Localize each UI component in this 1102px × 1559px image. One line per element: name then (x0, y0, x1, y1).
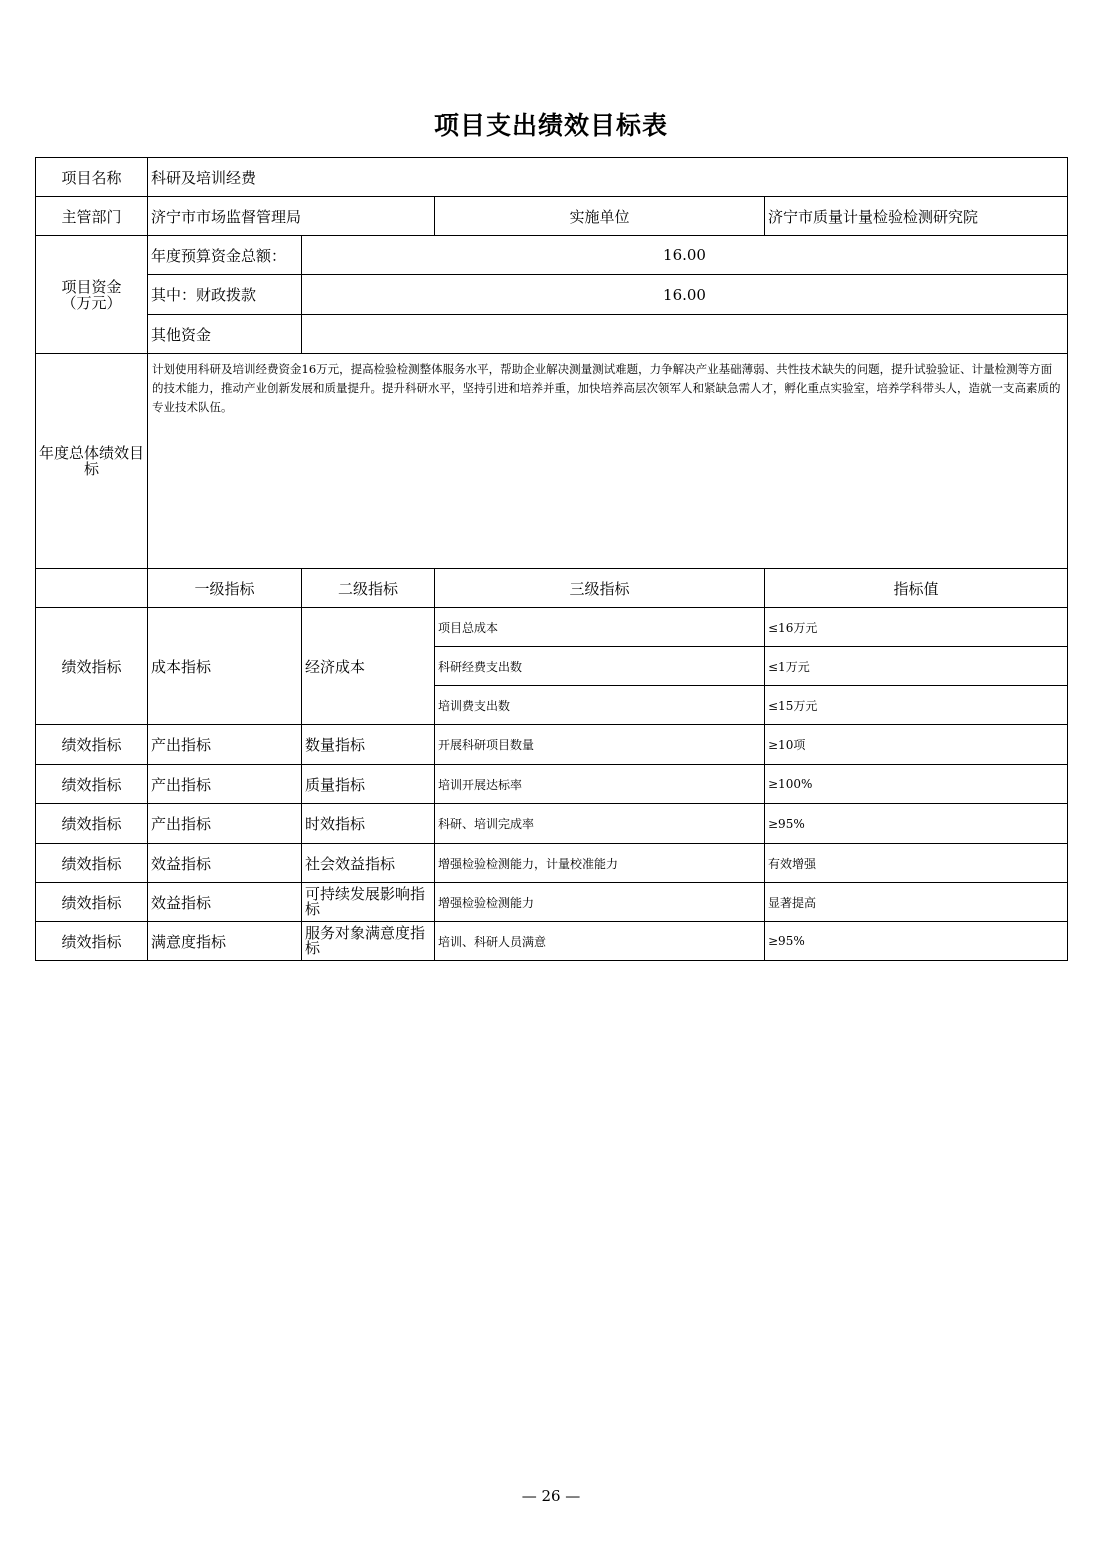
other-funds-value (302, 315, 1068, 354)
cost-value-2: ≤1万元 (765, 647, 1068, 686)
funds-other-row (36, 315, 1068, 354)
indicator-level3: 培训开展达标率 (435, 765, 765, 804)
department-label: 主管部门 (36, 197, 148, 236)
indicator-row (36, 883, 1068, 922)
indicator-value: 有效增强 (765, 844, 1068, 883)
cost-level1: 成本指标 (148, 608, 302, 725)
indicator-category: 绩效指标 (36, 922, 148, 961)
fiscal-allocation-value: 16.00 (302, 275, 1068, 315)
annual-goal-label (36, 354, 148, 569)
total-budget-value: 16.00 (302, 236, 1068, 275)
indicator-header-row (36, 569, 1068, 608)
indicator-row (36, 725, 1068, 765)
indicator-level1: 产出指标 (148, 804, 302, 844)
indicator-level3: 增强检验检测能力 (435, 883, 765, 922)
cost-level3-3: 培训费支出数 (435, 686, 765, 725)
indicator-value: ≥100% (765, 765, 1068, 804)
implementing-unit-label: 实施单位 (435, 197, 765, 236)
cost-level3-2: 科研经费支出数 (435, 647, 765, 686)
cost-level3-1: 项目总成本 (435, 608, 765, 647)
annual-goal-label-text: 年度总体绩效目标 (39, 444, 145, 478)
project-name-label: 项目名称 (36, 158, 148, 197)
funds-label-line2: （万元） (61, 293, 122, 312)
header-level3: 三级指标 (435, 569, 765, 608)
indicator-level2: 社会效益指标 (302, 844, 435, 883)
page-number: — 26 — (521, 1487, 581, 1505)
cost-level2: 经济成本 (302, 608, 435, 725)
indicator-row (36, 804, 1068, 844)
indicator-level1: 产出指标 (148, 765, 302, 804)
indicator-level1: 产出指标 (148, 725, 302, 765)
indicator-category: 绩效指标 (36, 844, 148, 883)
indicator-level3: 增强检验检测能力，计量校准能力 (435, 844, 765, 883)
funds-label (36, 236, 148, 354)
department-value: 济宁市市场监督管理局 (148, 197, 435, 236)
indicator-category: 绩效指标 (36, 765, 148, 804)
header-level2: 二级指标 (302, 569, 435, 608)
indicator-row (36, 844, 1068, 883)
cost-value-3: ≤15万元 (765, 686, 1068, 725)
header-level1: 一级指标 (148, 569, 302, 608)
fiscal-allocation-label: 其中：财政拨款 (148, 275, 302, 315)
indicator-category: 绩效指标 (36, 883, 148, 922)
performance-table (35, 157, 1068, 961)
indicator-level2: 可持续发展影响指标 (302, 883, 435, 922)
implementing-unit-value: 济宁市质量计量检验检测研究院 (765, 197, 1068, 236)
department-row (36, 197, 1068, 236)
indicator-row (36, 922, 1068, 961)
page-title: 项目支出绩效目标表 (433, 111, 668, 140)
indicator-category: 绩效指标 (36, 725, 148, 765)
indicator-level3: 开展科研项目数量 (435, 725, 765, 765)
other-funds-label: 其他资金 (148, 315, 302, 354)
indicator-level1: 满意度指标 (148, 922, 302, 961)
annual-goal-text: 计划使用科研及培训经费资金16万元，提高检验检测整体服务水平，帮助企业解决测量测试难题，力争解决产业基础薄弱、共性技术缺失的问题，提升试验验证、计量检测等方面的技术能力，推动产业创新发展和质量提升。提升科研水平，坚持引进和培养并重，加快培养高层次领军人和紧缺急需人才，孵化重点实验室，培养学科带头人，造就一支高素质的专业技术队伍。 (148, 354, 1068, 569)
project-name-value: 科研及培训经费 (148, 158, 1068, 197)
indicator-value: ≥95% (765, 804, 1068, 844)
header-blank (36, 569, 148, 608)
indicator-level1: 效益指标 (148, 844, 302, 883)
project-name-row (36, 158, 1068, 197)
funds-total-row (36, 236, 1068, 275)
indicator-level2: 质量指标 (302, 765, 435, 804)
indicator-value: ≥10项 (765, 725, 1068, 765)
indicator-level2: 数量指标 (302, 725, 435, 765)
total-budget-label: 年度预算资金总额： (148, 236, 302, 275)
indicator-level2: 时效指标 (302, 804, 435, 844)
indicator-category: 绩效指标 (36, 804, 148, 844)
indicator-level1: 效益指标 (148, 883, 302, 922)
indicator-level3: 科研、培训完成率 (435, 804, 765, 844)
indicator-level3: 培训、科研人员满意 (435, 922, 765, 961)
indicator-row (36, 765, 1068, 804)
cost-category: 绩效指标 (36, 608, 148, 725)
indicator-value: ≥95% (765, 922, 1068, 961)
header-value: 指标值 (765, 569, 1068, 608)
annual-goal-row (36, 354, 1068, 569)
funds-fiscal-row (36, 275, 1068, 315)
cost-row-1 (36, 608, 1068, 647)
funds-label-line1: 项目资金 (61, 277, 122, 296)
indicator-level2: 服务对象满意度指标 (302, 922, 435, 961)
cost-value-1: ≤16万元 (765, 608, 1068, 647)
indicator-value: 显著提高 (765, 883, 1068, 922)
